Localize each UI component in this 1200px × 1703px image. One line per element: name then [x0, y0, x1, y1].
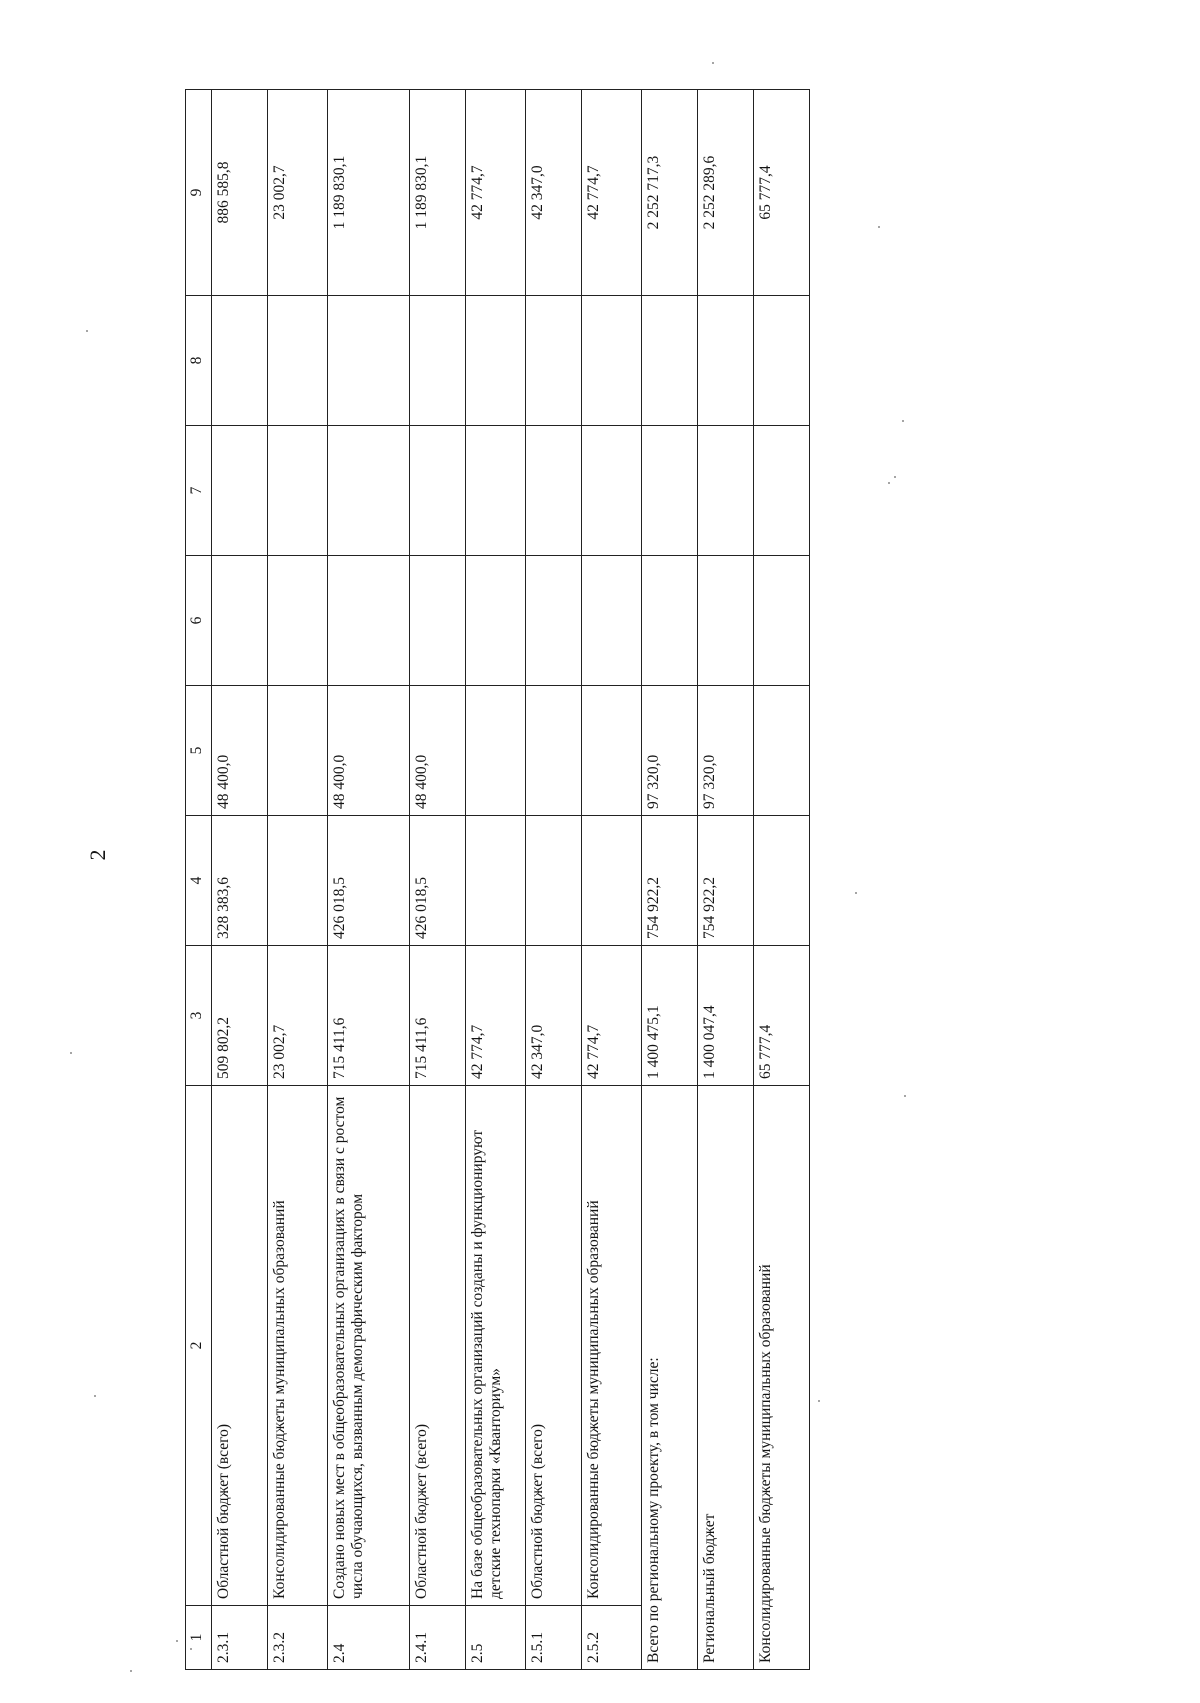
total-row	[698, 90, 754, 1670]
table-row	[582, 90, 642, 1670]
scan-speck	[902, 420, 904, 422]
scan-speck	[86, 330, 88, 332]
row-code: 2.3.1	[212, 1606, 268, 1670]
cell-c6	[410, 556, 466, 686]
cell-c7	[212, 426, 268, 556]
cell-c3: 509 802,2	[212, 946, 268, 1086]
cell-c3: 42 347,0	[526, 946, 582, 1086]
cell-c8	[642, 296, 698, 426]
col-header-2: 2	[186, 1086, 212, 1606]
budget-table-frame	[185, 90, 774, 1670]
cell-c9: 42 774,7	[466, 90, 526, 296]
cell-c8	[410, 296, 466, 426]
budget-table	[185, 89, 810, 1670]
cell-c6	[582, 556, 642, 686]
cell-c3: 65 777,4	[754, 946, 810, 1086]
cell-c3: 715 411,6	[328, 946, 410, 1086]
row-name: Областной бюджет (всего)	[526, 1086, 582, 1606]
scan-speck	[190, 1648, 192, 1650]
cell-c6	[698, 556, 754, 686]
col-header-9: 9	[186, 90, 212, 296]
cell-c9: 65 777,4	[754, 90, 810, 296]
cell-c4	[526, 816, 582, 946]
scan-speck	[894, 476, 896, 478]
cell-c4	[268, 816, 328, 946]
cell-c3: 42 774,7	[466, 946, 526, 1086]
row-name: Консолидированные бюджеты муниципальных образований	[582, 1086, 642, 1606]
cell-c4	[466, 816, 526, 946]
table-row	[526, 90, 582, 1670]
row-code: 2.5.2	[582, 1606, 642, 1670]
cell-c8	[582, 296, 642, 426]
cell-c9: 2 252 289,6	[698, 90, 754, 296]
cell-c8	[268, 296, 328, 426]
row-name: Создано новых мест в общеобразовательных организациях в связи с ростом числа обучающихся, вызванным демографическим фактором	[328, 1086, 410, 1606]
total-row-name: Всего по региональному проекту, в том числе:	[642, 1086, 698, 1670]
cell-c6	[526, 556, 582, 686]
cell-c9: 23 002,7	[268, 90, 328, 296]
cell-c4: 754 922,2	[642, 816, 698, 946]
table-row	[410, 90, 466, 1670]
cell-c8	[526, 296, 582, 426]
cell-c4: 426 018,5	[328, 816, 410, 946]
cell-c5: 48 400,0	[328, 686, 410, 816]
cell-c8	[328, 296, 410, 426]
col-header-3: 3	[186, 946, 212, 1086]
scan-speck	[904, 1095, 906, 1097]
cell-c5: 48 400,0	[410, 686, 466, 816]
col-header-4: 4	[186, 816, 212, 946]
col-header-1: 1	[186, 1606, 212, 1670]
scan-speck	[818, 1400, 820, 1402]
row-code: 2.4.1	[410, 1606, 466, 1670]
cell-c4: 328 383,6	[212, 816, 268, 946]
col-header-5: 5	[186, 686, 212, 816]
cell-c5: 48 400,0	[212, 686, 268, 816]
cell-c4	[582, 816, 642, 946]
total-row-name: Региональный бюджет	[698, 1086, 754, 1670]
cell-c9: 2 252 717,3	[642, 90, 698, 296]
cell-c8	[212, 296, 268, 426]
page-number: 2	[85, 849, 110, 861]
cell-c5	[466, 686, 526, 816]
table-row	[466, 90, 526, 1670]
cell-c9: 886 585,8	[212, 90, 268, 296]
table-row	[212, 90, 268, 1670]
scan-speck	[130, 1670, 132, 1672]
row-code: 2.3.2	[268, 1606, 328, 1670]
cell-c6	[466, 556, 526, 686]
cell-c7	[698, 426, 754, 556]
cell-c8	[754, 296, 810, 426]
col-header-6: 6	[186, 556, 212, 686]
row-name: На базе общеобразовательных организаций созданы и функционируют детские технопарки «Кванториум»	[466, 1086, 526, 1606]
table-row	[268, 90, 328, 1670]
row-code: 2.4	[328, 1606, 410, 1670]
cell-c6	[212, 556, 268, 686]
cell-c3: 1 400 475,1	[642, 946, 698, 1086]
scan-speck	[878, 226, 880, 228]
cell-c7	[328, 426, 410, 556]
cell-c9: 1 189 830,1	[328, 90, 410, 296]
scan-speck	[176, 1640, 178, 1642]
header-row	[186, 90, 212, 1670]
cell-c4: 754 922,2	[698, 816, 754, 946]
cell-c7	[582, 426, 642, 556]
cell-c8	[466, 296, 526, 426]
cell-c3: 1 400 047,4	[698, 946, 754, 1086]
cell-c7	[754, 426, 810, 556]
cell-c4: 426 018,5	[410, 816, 466, 946]
cell-c3: 42 774,7	[582, 946, 642, 1086]
total-row-name: Консолидированные бюджеты муниципальных образований	[754, 1086, 810, 1670]
total-row	[642, 90, 698, 1670]
cell-c6	[268, 556, 328, 686]
cell-c7	[642, 426, 698, 556]
cell-c3: 23 002,7	[268, 946, 328, 1086]
cell-c6	[642, 556, 698, 686]
cell-c7	[526, 426, 582, 556]
scan-speck	[888, 482, 890, 484]
cell-c5	[582, 686, 642, 816]
cell-c4	[754, 816, 810, 946]
cell-c7	[466, 426, 526, 556]
scan-speck	[94, 1395, 96, 1397]
cell-c9: 1 189 830,1	[410, 90, 466, 296]
row-name: Областной бюджет (всего)	[410, 1086, 466, 1606]
cell-c7	[268, 426, 328, 556]
cell-c5	[268, 686, 328, 816]
row-name: Консолидированные бюджеты муниципальных образований	[268, 1086, 328, 1606]
cell-c8	[698, 296, 754, 426]
scan-speck	[855, 892, 857, 894]
col-header-8: 8	[186, 296, 212, 426]
col-header-7: 7	[186, 426, 212, 556]
row-code: 2.5	[466, 1606, 526, 1670]
cell-c5	[754, 686, 810, 816]
cell-c6	[754, 556, 810, 686]
cell-c7	[410, 426, 466, 556]
cell-c5	[526, 686, 582, 816]
cell-c3: 715 411,6	[410, 946, 466, 1086]
row-name: Областной бюджет (всего)	[212, 1086, 268, 1606]
cell-c6	[328, 556, 410, 686]
table-row	[328, 90, 410, 1670]
cell-c9: 42 347,0	[526, 90, 582, 296]
scan-speck	[712, 62, 714, 64]
budget-table-rotated	[185, 90, 774, 1670]
scan-speck	[70, 1052, 72, 1054]
cell-c5: 97 320,0	[642, 686, 698, 816]
cell-c5: 97 320,0	[698, 686, 754, 816]
cell-c9: 42 774,7	[582, 90, 642, 296]
total-row	[754, 90, 810, 1670]
row-code: 2.5.1	[526, 1606, 582, 1670]
